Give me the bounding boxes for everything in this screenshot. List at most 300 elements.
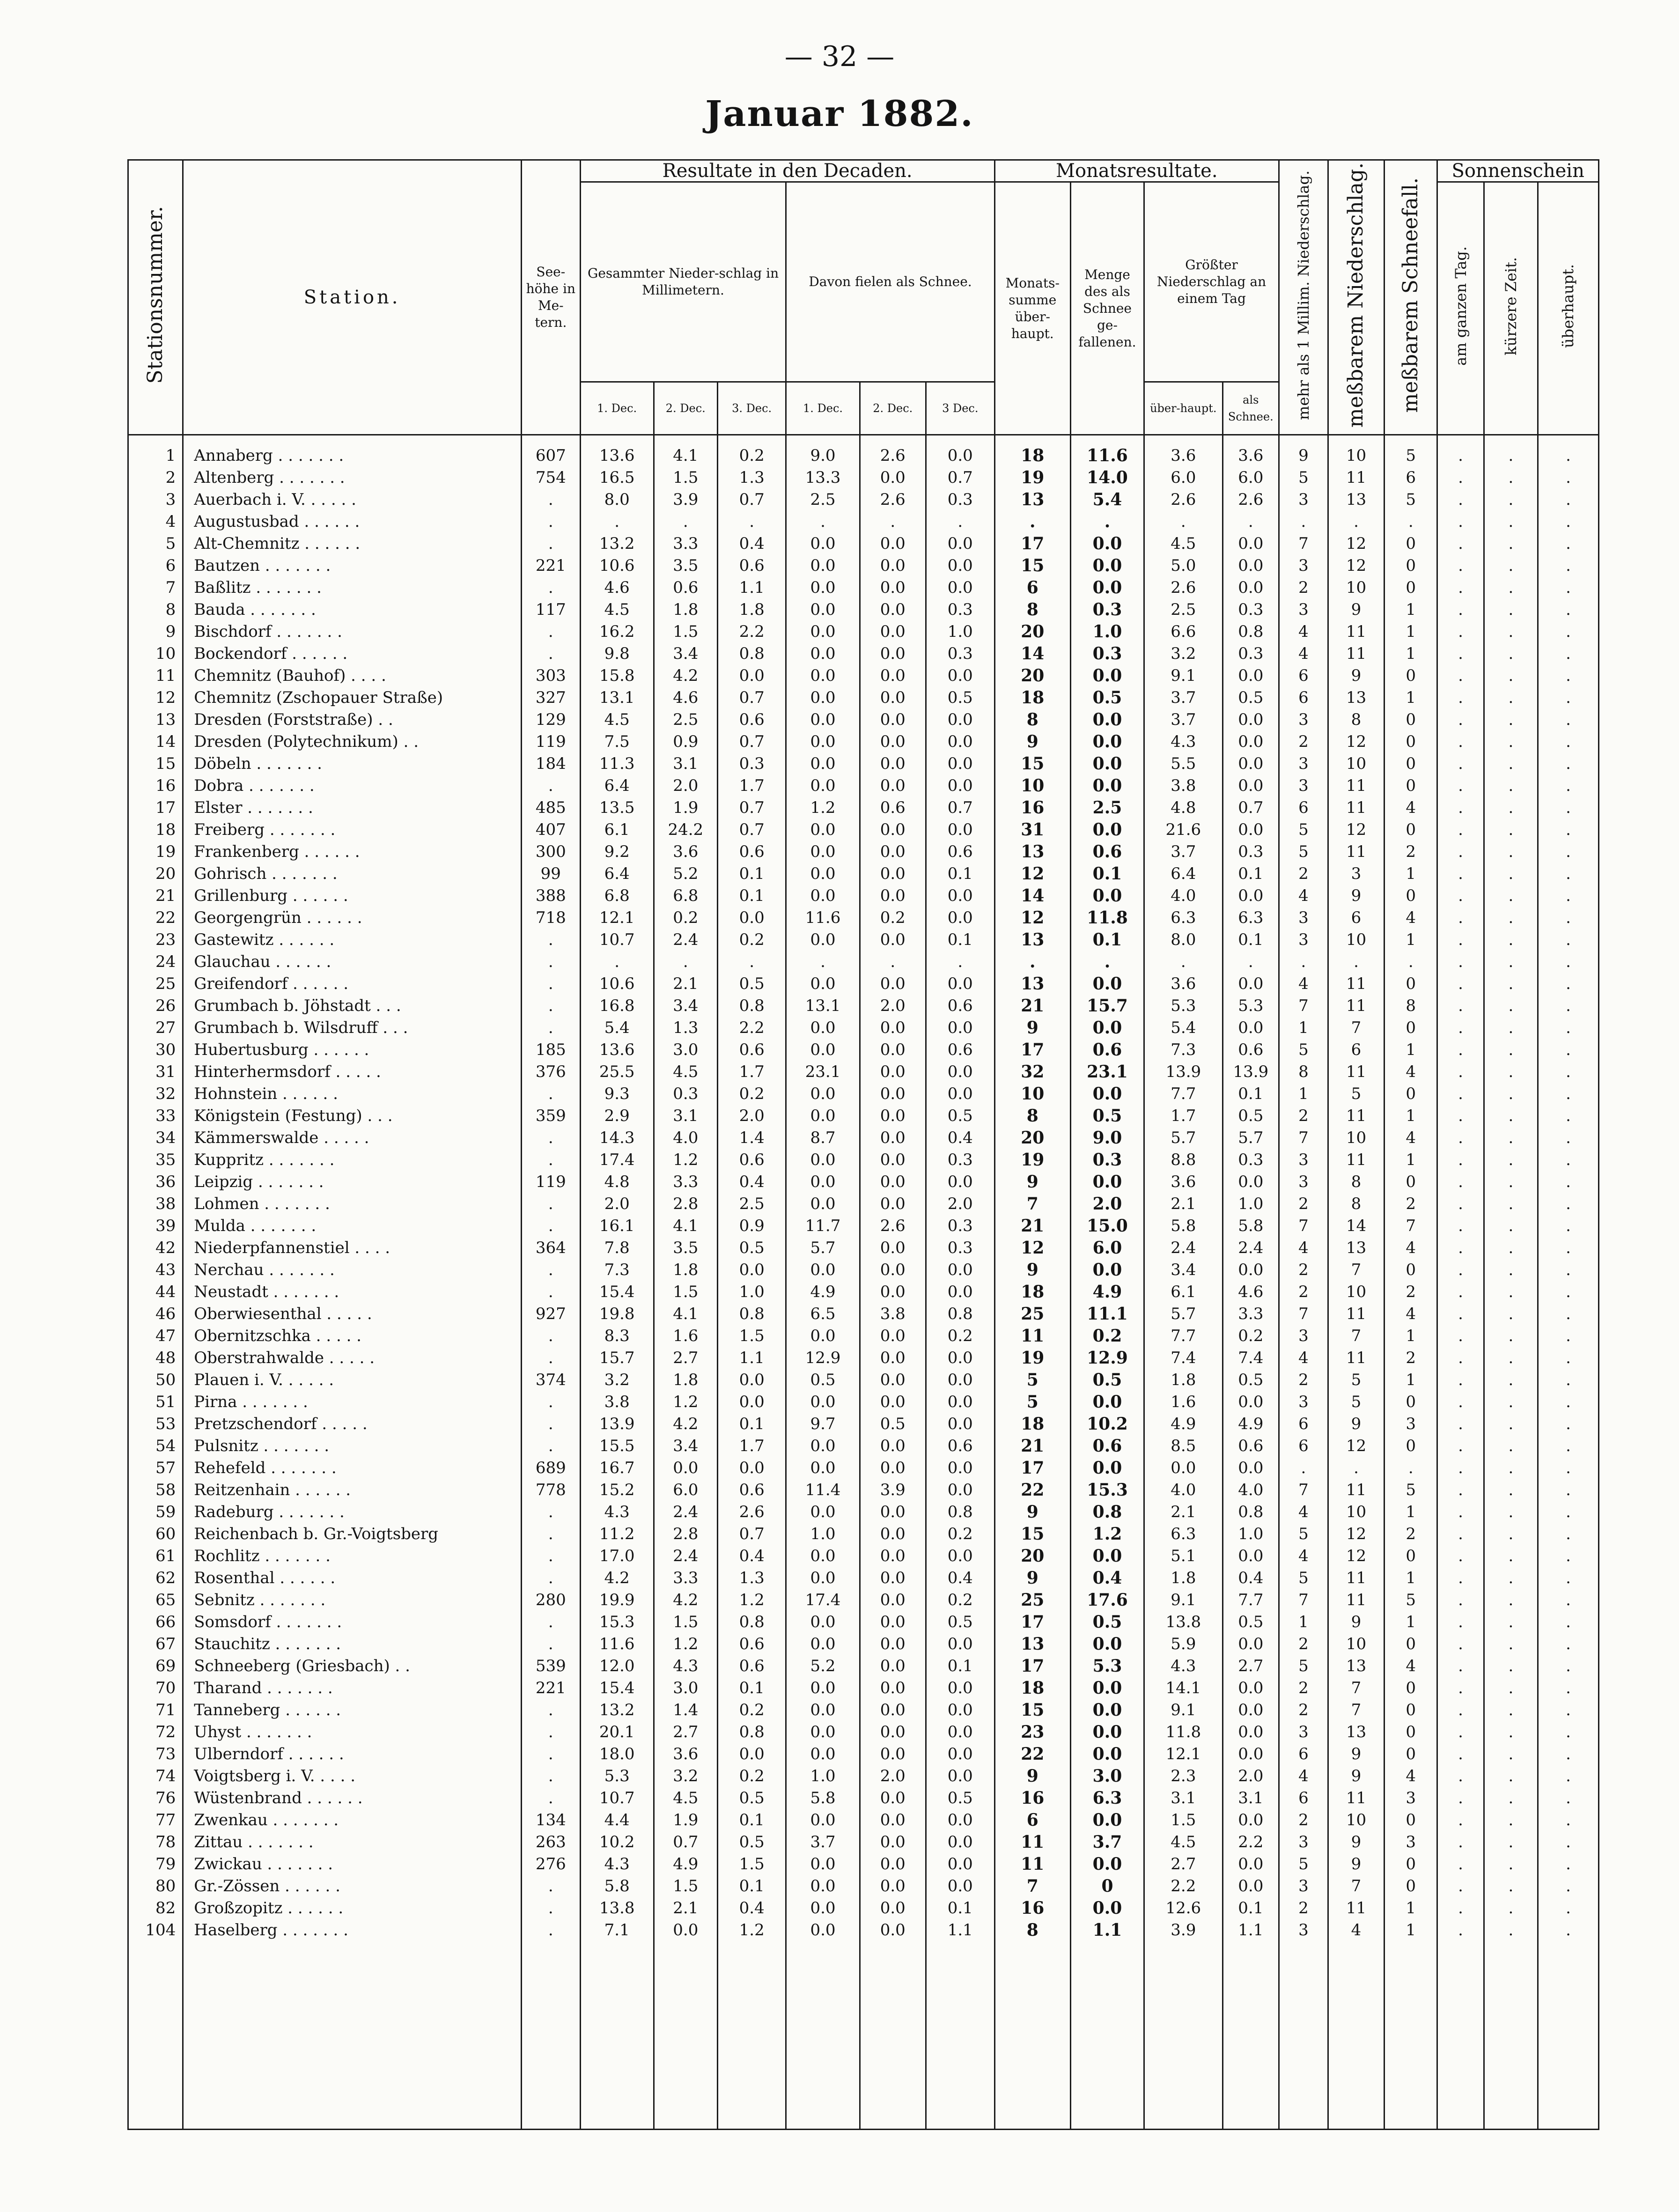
cell-station-number: 42 (128, 1237, 183, 1259)
cell-days-measurable: 10 (1328, 577, 1384, 599)
cell-snow-dec1: 1.0 (786, 1523, 860, 1545)
cell-days-measurable: 12 (1328, 731, 1384, 753)
cell-station-name: Reichenbach b. Gr.-Voigtsberg (183, 1523, 522, 1545)
cell-days-over-1mm: 4 (1279, 1545, 1328, 1567)
cell-sun-short: . (1484, 1369, 1538, 1391)
cell-days-snow: 5 (1384, 1479, 1437, 1501)
cell-station-name: Pulsnitz . . . . . . . (183, 1435, 522, 1457)
table-row (128, 1721, 1599, 1743)
cell-max-snow: . (1222, 951, 1279, 973)
cell-total-dec3: 0.0 (717, 1369, 786, 1391)
cell-elevation: . (521, 951, 580, 973)
cell-max-snow: 0.0 (1222, 533, 1279, 555)
cell-max-snow: 3.1 (1222, 1787, 1279, 1809)
cell-max-total: 4.5 (1144, 533, 1223, 555)
cell-sun-any: . (1538, 1127, 1598, 1149)
cell-month-sum: 9 (994, 1765, 1070, 1787)
cell-days-measurable: 7 (1328, 1677, 1384, 1699)
cell-snow-dec2: 0.0 (860, 1787, 926, 1809)
cell-days-over-1mm: 6 (1279, 1743, 1328, 1765)
cell-total-dec3: 1.1 (717, 577, 786, 599)
cell-total-dec3: 0.5 (717, 1831, 786, 1853)
cell-snow-amount: 0.1 (1070, 863, 1144, 885)
cell-sun-short: . (1484, 621, 1538, 643)
cell-station-number: 21 (128, 885, 183, 907)
cell-snow-dec2: 0.0 (860, 1611, 926, 1633)
cell-station-number: 71 (128, 1699, 183, 1721)
cell-station-name: Leipzig . . . . . . . (183, 1171, 522, 1193)
cell-month-sum: 22 (994, 1743, 1070, 1765)
cell-snow-dec1: 0.0 (786, 643, 860, 665)
cell-days-measurable: . (1328, 1457, 1384, 1479)
cell-station-name: Somsdorf . . . . . . . (183, 1611, 522, 1633)
cell-sun-any: . (1538, 1721, 1598, 1743)
cell-sun-short: . (1484, 1787, 1538, 1809)
cell-sun-any: . (1538, 1413, 1598, 1435)
cell-total-dec3: 0.8 (717, 1303, 786, 1325)
cell-snow-dec2: 0.0 (860, 1853, 926, 1875)
cell-sun-full: . (1437, 885, 1484, 907)
cell-sun-any: . (1538, 1061, 1598, 1083)
cell-days-measurable: 12 (1328, 555, 1384, 577)
cell-max-total: 4.3 (1144, 731, 1223, 753)
cell-station-number: 38 (128, 1193, 183, 1215)
cell-total-dec3: 0.9 (717, 1215, 786, 1237)
cell-snow-dec1: 0.0 (786, 599, 860, 621)
cell-max-snow: 0.6 (1222, 1435, 1279, 1457)
cell-days-over-1mm: 7 (1279, 1127, 1328, 1149)
cell-snow-amount: 0.0 (1070, 1171, 1144, 1193)
cell-month-sum: 9 (994, 1017, 1070, 1039)
cell-days-measurable: 11 (1328, 1589, 1384, 1611)
cell-total-dec3: 1.5 (717, 1853, 786, 1875)
cell-snow-amount: 0.0 (1070, 1743, 1144, 1765)
cell-sun-short: . (1484, 1435, 1538, 1457)
cell-month-sum: 8 (994, 1105, 1070, 1127)
cell-max-total: 2.1 (1144, 1193, 1223, 1215)
cell-snow-dec1: 4.9 (786, 1281, 860, 1303)
cell-snow-dec1: 9.0 (786, 435, 860, 467)
col-sun-short: kürzere Zeit. (1484, 182, 1538, 435)
cell-snow-dec1: 5.7 (786, 1237, 860, 1259)
cell-snow-dec1: 0.0 (786, 1897, 860, 1919)
cell-snow-dec1: 0.0 (786, 1149, 860, 1171)
cell-total-dec3: 1.4 (717, 1127, 786, 1149)
cell-month-sum: 18 (994, 1281, 1070, 1303)
cell-snow-amount: 5.3 (1070, 1655, 1144, 1677)
cell-sun-any: . (1538, 1523, 1598, 1545)
cell-total-dec2: 1.2 (654, 1633, 717, 1655)
cell-sun-any: . (1538, 885, 1598, 907)
cell-snow-amount: 6.0 (1070, 1237, 1144, 1259)
cell-sun-short: . (1484, 1831, 1538, 1853)
cell-elevation: 376 (521, 1061, 580, 1083)
cell-days-over-1mm: 5 (1279, 1039, 1328, 1061)
cell-snow-dec1: 1.2 (786, 797, 860, 819)
cell-snow-dec2: 0.0 (860, 599, 926, 621)
cell-snow-dec1: 0.0 (786, 1391, 860, 1413)
cell-sun-full: . (1437, 599, 1484, 621)
cell-days-snow: 0 (1384, 1391, 1437, 1413)
cell-max-snow: 2.7 (1222, 1655, 1279, 1677)
cell-snow-amount: 0.6 (1070, 841, 1144, 863)
table-row (128, 1435, 1599, 1457)
cell-snow-amount: 0.0 (1070, 1017, 1144, 1039)
cell-days-measurable: 11 (1328, 1105, 1384, 1127)
cell-elevation: 754 (521, 467, 580, 489)
cell-total-dec2: 3.6 (654, 841, 717, 863)
empty-cell (1384, 1941, 1437, 2130)
cell-total-dec3: 0.6 (717, 709, 786, 731)
cell-station-number: 57 (128, 1457, 183, 1479)
cell-snow-amount: 10.2 (1070, 1413, 1144, 1435)
cell-max-snow: 0.5 (1222, 687, 1279, 709)
cell-total-dec2: 1.9 (654, 797, 717, 819)
cell-max-total: 6.3 (1144, 1523, 1223, 1545)
cell-sun-short: . (1484, 577, 1538, 599)
table-row (128, 1391, 1599, 1413)
cell-elevation: . (521, 1633, 580, 1655)
cell-station-number: 43 (128, 1259, 183, 1281)
cell-elevation: 778 (521, 1479, 580, 1501)
cell-max-total: 5.4 (1144, 1017, 1223, 1039)
cell-snow-amount: . (1070, 951, 1144, 973)
cell-days-measurable: 13 (1328, 1655, 1384, 1677)
cell-max-total: 3.7 (1144, 687, 1223, 709)
cell-total-dec3: 0.0 (717, 907, 786, 929)
cell-days-over-1mm: 4 (1279, 1237, 1328, 1259)
cell-sun-short: . (1484, 1611, 1538, 1633)
col-station-number: Stationsnummer. (128, 160, 183, 435)
cell-days-snow: 1 (1384, 1325, 1437, 1347)
cell-snow-dec2: 0.0 (860, 1589, 926, 1611)
cell-total-dec3: 0.4 (717, 1545, 786, 1567)
cell-max-total: 4.0 (1144, 1479, 1223, 1501)
cell-sun-short: . (1484, 885, 1538, 907)
cell-station-number: 50 (128, 1369, 183, 1391)
cell-snow-dec1: 0.0 (786, 1611, 860, 1633)
cell-total-dec1: 14.3 (580, 1127, 654, 1149)
cell-station-name: Greifendorf . . . . . . (183, 973, 522, 995)
cell-max-total: 3.7 (1144, 709, 1223, 731)
cell-sun-full: . (1437, 1193, 1484, 1215)
cell-snow-dec1: 0.0 (786, 1457, 860, 1479)
cell-total-dec2: 0.7 (654, 1831, 717, 1853)
cell-elevation: . (521, 1149, 580, 1171)
cell-days-measurable: 8 (1328, 1193, 1384, 1215)
cell-total-dec3: 0.1 (717, 1875, 786, 1897)
cell-sun-full: . (1437, 797, 1484, 819)
col-station: Station. (183, 160, 522, 435)
cell-days-measurable: 11 (1328, 775, 1384, 797)
cell-days-measurable: 5 (1328, 1083, 1384, 1105)
cell-sun-short: . (1484, 1347, 1538, 1369)
cell-month-sum: 13 (994, 973, 1070, 995)
cell-snow-dec3: 0.0 (926, 1281, 994, 1303)
cell-station-name: Tharand . . . . . . . (183, 1677, 522, 1699)
cell-station-number: 14 (128, 731, 183, 753)
cell-total-dec1: 12.0 (580, 1655, 654, 1677)
cell-max-total: 2.3 (1144, 1765, 1223, 1787)
cell-elevation: . (521, 775, 580, 797)
cell-snow-dec2: 0.0 (860, 621, 926, 643)
cell-max-snow: 2.2 (1222, 1831, 1279, 1853)
table-row (128, 533, 1599, 555)
cell-days-measurable: 11 (1328, 1787, 1384, 1809)
cell-sun-full: . (1437, 1919, 1484, 1941)
cell-station-number: 2 (128, 467, 183, 489)
cell-days-over-1mm: 5 (1279, 1853, 1328, 1875)
cell-total-dec2: 1.5 (654, 1281, 717, 1303)
cell-sun-full: . (1437, 1567, 1484, 1589)
cell-days-snow: 2 (1384, 1523, 1437, 1545)
cell-station-name: Obernitzschka . . . . . (183, 1325, 522, 1347)
cell-sun-short: . (1484, 1523, 1538, 1545)
cell-sun-full: . (1437, 819, 1484, 841)
cell-max-snow: 0.0 (1222, 665, 1279, 687)
cell-sun-short: . (1484, 1237, 1538, 1259)
cell-total-dec3: 0.7 (717, 797, 786, 819)
cell-sun-short: . (1484, 643, 1538, 665)
cell-sun-short: . (1484, 907, 1538, 929)
cell-days-over-1mm: 2 (1279, 863, 1328, 885)
cell-month-sum: 11 (994, 1325, 1070, 1347)
subgroup-snow-part: Davon fielen als Schnee. (786, 182, 994, 382)
cell-sun-short: . (1484, 599, 1538, 621)
cell-elevation: . (521, 1391, 580, 1413)
cell-days-snow: 8 (1384, 995, 1437, 1017)
cell-sun-full: . (1437, 577, 1484, 599)
cell-sun-short: . (1484, 1193, 1538, 1215)
cell-month-sum: 13 (994, 489, 1070, 511)
empty-cell (717, 1941, 786, 2130)
cell-elevation: 119 (521, 731, 580, 753)
cell-total-dec3: 0.4 (717, 1897, 786, 1919)
cell-total-dec3: 0.1 (717, 1677, 786, 1699)
cell-snow-dec1: 6.5 (786, 1303, 860, 1325)
cell-sun-full: . (1437, 1457, 1484, 1479)
cell-total-dec3: 2.0 (717, 1105, 786, 1127)
cell-month-sum: 9 (994, 1501, 1070, 1523)
cell-snow-dec3: 0.1 (926, 1655, 994, 1677)
cell-days-measurable: 11 (1328, 621, 1384, 643)
cell-sun-full: . (1437, 1721, 1484, 1743)
cell-elevation: 99 (521, 863, 580, 885)
cell-station-name: Rehefeld . . . . . . . (183, 1457, 522, 1479)
cell-month-sum: . (994, 511, 1070, 533)
cell-snow-amount: 2.5 (1070, 797, 1144, 819)
cell-max-snow: 0.0 (1222, 1633, 1279, 1655)
cell-snow-dec3: 0.5 (926, 1105, 994, 1127)
cell-snow-dec3: 0.4 (926, 1567, 994, 1589)
cell-days-over-1mm: 2 (1279, 1677, 1328, 1699)
cell-month-sum: 32 (994, 1061, 1070, 1083)
cell-total-dec3: 0.7 (717, 731, 786, 753)
cell-days-measurable: 10 (1328, 1281, 1384, 1303)
cell-total-dec1: 6.4 (580, 775, 654, 797)
cell-sun-any: . (1538, 1611, 1598, 1633)
cell-days-snow: 3 (1384, 1413, 1437, 1435)
cell-sun-any: . (1538, 1193, 1598, 1215)
cell-snow-amount: 0.5 (1070, 1611, 1144, 1633)
cell-days-over-1mm: 2 (1279, 1259, 1328, 1281)
cell-month-sum: 15 (994, 753, 1070, 775)
cell-station-number: 15 (128, 753, 183, 775)
cell-elevation: 303 (521, 665, 580, 687)
cell-snow-dec2: 0.0 (860, 577, 926, 599)
cell-sun-full: . (1437, 775, 1484, 797)
cell-sun-any: . (1538, 1457, 1598, 1479)
cell-total-dec2: 2.1 (654, 973, 717, 995)
cell-station-number: 73 (128, 1743, 183, 1765)
cell-total-dec3: . (717, 951, 786, 973)
table-row (128, 1215, 1599, 1237)
cell-days-measurable: 14 (1328, 1215, 1384, 1237)
cell-snow-dec2: 0.0 (860, 753, 926, 775)
cell-snow-dec1: 0.0 (786, 1171, 860, 1193)
cell-total-dec3: 0.0 (717, 1457, 786, 1479)
cell-elevation: 327 (521, 687, 580, 709)
cell-snow-dec3: 0.2 (926, 1325, 994, 1347)
cell-total-dec2: 4.9 (654, 1853, 717, 1875)
cell-snow-dec3: 0.0 (926, 819, 994, 841)
table-body (128, 435, 1599, 2130)
cell-max-total: 5.7 (1144, 1303, 1223, 1325)
cell-max-snow: 0.1 (1222, 863, 1279, 885)
cell-total-dec2: 1.9 (654, 1809, 717, 1831)
cell-snow-dec1: 11.4 (786, 1479, 860, 1501)
cell-elevation: . (521, 1787, 580, 1809)
cell-sun-full: . (1437, 1017, 1484, 1039)
cell-total-dec2: 4.0 (654, 1127, 717, 1149)
cell-total-dec2: 6.0 (654, 1479, 717, 1501)
cell-sun-any: . (1538, 489, 1598, 511)
cell-sun-short: . (1484, 511, 1538, 533)
cell-days-over-1mm: 6 (1279, 1435, 1328, 1457)
cell-max-snow: 0.0 (1222, 1545, 1279, 1567)
cell-snow-dec1: 11.7 (786, 1215, 860, 1237)
cell-sun-full: . (1437, 533, 1484, 555)
cell-total-dec1: 11.2 (580, 1523, 654, 1545)
cell-elevation: . (521, 1523, 580, 1545)
cell-sun-full: . (1437, 907, 1484, 929)
cell-max-snow: 3.3 (1222, 1303, 1279, 1325)
empty-cell (1437, 1941, 1484, 2130)
cell-sun-short: . (1484, 1039, 1538, 1061)
cell-snow-dec3: 0.0 (926, 1171, 994, 1193)
cell-total-dec3: 2.6 (717, 1501, 786, 1523)
col-days-over-1mm: mehr als 1 Millim. Niederschlag. (1279, 160, 1328, 435)
cell-station-number: 80 (128, 1875, 183, 1897)
cell-month-sum: 9 (994, 1171, 1070, 1193)
cell-days-over-1mm: 2 (1279, 1633, 1328, 1655)
cell-station-name: Annaberg . . . . . . . (183, 435, 522, 467)
cell-total-dec1: 13.5 (580, 797, 654, 819)
cell-station-name: Nerchau . . . . . . . (183, 1259, 522, 1281)
cell-max-snow: 0.7 (1222, 797, 1279, 819)
cell-days-over-1mm: 5 (1279, 819, 1328, 841)
cell-total-dec1: 17.4 (580, 1149, 654, 1171)
cell-total-dec3: 1.2 (717, 1919, 786, 1941)
cell-total-dec1: 11.6 (580, 1633, 654, 1655)
cell-days-measurable: 10 (1328, 1809, 1384, 1831)
cell-max-snow: 6.3 (1222, 907, 1279, 929)
cell-snow-dec1: 13.1 (786, 995, 860, 1017)
page-number: — 32 — (784, 40, 895, 73)
cell-max-total: 2.4 (1144, 1237, 1223, 1259)
cell-days-snow: 1 (1384, 929, 1437, 951)
cell-elevation: 221 (521, 555, 580, 577)
cell-days-measurable: 11 (1328, 1061, 1384, 1083)
cell-station-name: Voigtsberg i. V. . . . . (183, 1765, 522, 1787)
cell-max-snow: 0.3 (1222, 599, 1279, 621)
cell-total-dec3: 2.2 (717, 1017, 786, 1039)
page-title: Januar 1882. (705, 93, 974, 134)
cell-sun-full: . (1437, 1039, 1484, 1061)
cell-sun-short: . (1484, 1589, 1538, 1611)
cell-days-snow: 4 (1384, 1655, 1437, 1677)
cell-sun-full: . (1437, 467, 1484, 489)
cell-station-name: Alt-Chemnitz . . . . . . (183, 533, 522, 555)
cell-max-snow: 0.2 (1222, 1325, 1279, 1347)
cell-sun-any: . (1538, 1105, 1598, 1127)
cell-station-number: 7 (128, 577, 183, 599)
cell-snow-dec2: 0.0 (860, 1083, 926, 1105)
empty-cell (1222, 1941, 1279, 2130)
cell-sun-short: . (1484, 819, 1538, 841)
cell-total-dec3: 0.1 (717, 885, 786, 907)
cell-snow-dec3: 0.0 (926, 1699, 994, 1721)
cell-days-over-1mm: 4 (1279, 1765, 1328, 1787)
cell-days-measurable: 11 (1328, 973, 1384, 995)
table-row (128, 1303, 1599, 1325)
cell-elevation: 221 (521, 1677, 580, 1699)
cell-total-dec3: 1.8 (717, 599, 786, 621)
cell-days-over-1mm: 1 (1279, 1611, 1328, 1633)
cell-max-total: 9.1 (1144, 1699, 1223, 1721)
cell-sun-any: . (1538, 731, 1598, 753)
cell-elevation: . (521, 973, 580, 995)
cell-station-name: Augustusbad . . . . . . (183, 511, 522, 533)
cell-days-snow: 2 (1384, 1347, 1437, 1369)
cell-month-sum: 31 (994, 819, 1070, 841)
cell-station-number: 11 (128, 665, 183, 687)
cell-snow-dec2: 0.0 (860, 1809, 926, 1831)
cell-month-sum: 9 (994, 1567, 1070, 1589)
cell-snow-dec2: 0.0 (860, 1105, 926, 1127)
cell-elevation: . (521, 1501, 580, 1523)
cell-snow-dec1: 9.7 (786, 1413, 860, 1435)
cell-sun-full: . (1437, 841, 1484, 863)
cell-total-dec2: 1.8 (654, 1259, 717, 1281)
cell-month-sum: 17 (994, 533, 1070, 555)
cell-sun-any: . (1538, 929, 1598, 951)
cell-days-measurable: 10 (1328, 1501, 1384, 1523)
cell-total-dec3: 0.8 (717, 1611, 786, 1633)
cell-days-measurable: 11 (1328, 1567, 1384, 1589)
cell-snow-dec2: 0.0 (860, 1897, 926, 1919)
cell-month-sum: 18 (994, 687, 1070, 709)
col-snow-dec2: 2. Dec. (860, 382, 926, 435)
cell-snow-dec3: 0.0 (926, 1479, 994, 1501)
cell-sun-any: . (1538, 709, 1598, 731)
cell-total-dec1: 7.3 (580, 1259, 654, 1281)
cell-sun-short: . (1484, 841, 1538, 863)
cell-days-over-1mm: 3 (1279, 1149, 1328, 1171)
table-row (128, 489, 1599, 511)
cell-max-total: 3.9 (1144, 1919, 1223, 1941)
cell-month-sum: 5 (994, 1391, 1070, 1413)
